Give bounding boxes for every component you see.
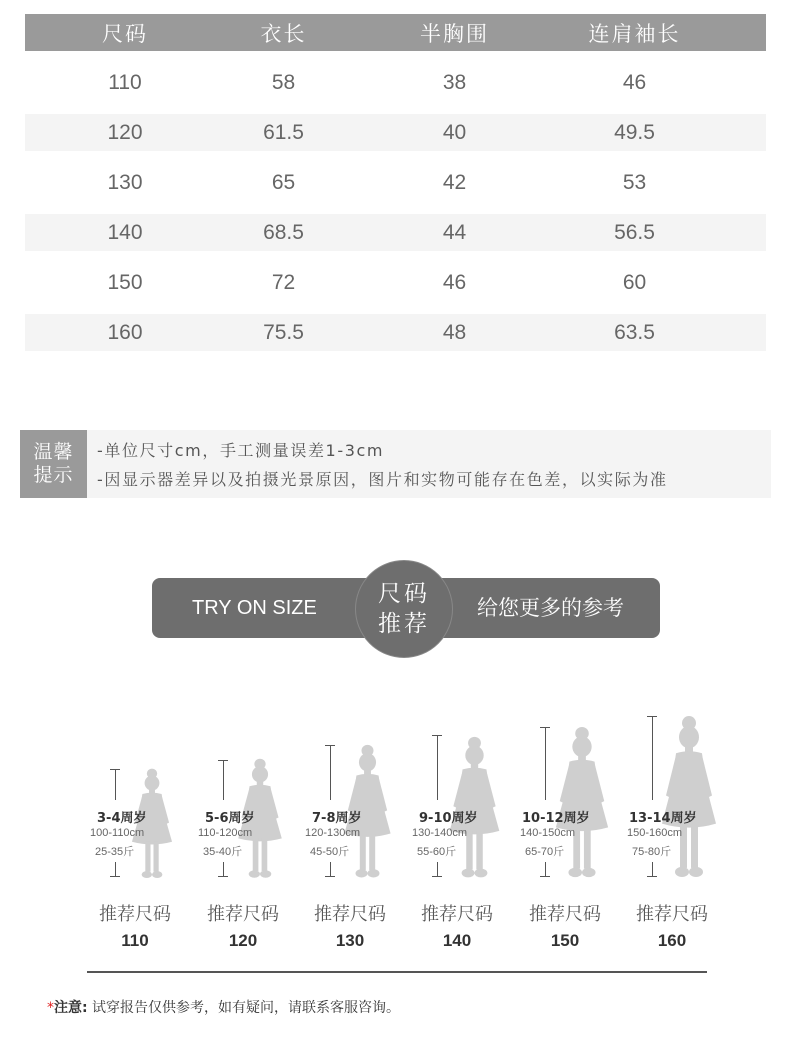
table-cell: 72 xyxy=(271,270,296,294)
recommendation-column xyxy=(295,700,405,975)
age-range-label: 9-10周岁 xyxy=(419,811,478,826)
header-half-chest: 半胸围 xyxy=(420,22,489,46)
height-gauge-line xyxy=(223,760,224,800)
table-cell: 150 xyxy=(107,270,143,294)
height-range-label: 130-140cm xyxy=(412,827,468,839)
table-cell: 60 xyxy=(622,270,647,294)
baseline-divider xyxy=(87,971,707,973)
recommended-size-value: 120 xyxy=(228,931,258,950)
recommendation-column xyxy=(510,700,620,975)
height-gauge-line xyxy=(545,862,546,876)
tips-badge-line1: 温馨 xyxy=(33,441,74,463)
table-cell: 120 xyxy=(107,120,143,144)
table-row xyxy=(25,114,766,151)
table-row xyxy=(25,214,766,251)
weight-range-label: 25-35斤 xyxy=(95,846,135,858)
table-cell: 49.5 xyxy=(614,120,655,144)
table-row xyxy=(25,314,766,351)
age-range-label: 5-6周岁 xyxy=(205,811,255,826)
height-gauge-bottom xyxy=(432,876,442,877)
table-cell: 38 xyxy=(442,70,467,94)
note-star: * xyxy=(47,1000,54,1016)
age-range-label: 3-4周岁 xyxy=(97,811,147,826)
height-gauge-line xyxy=(437,862,438,876)
height-range-label: 100-110cm xyxy=(90,827,145,839)
recommendation-column xyxy=(617,700,727,975)
height-gauge-bottom xyxy=(540,876,550,877)
tip-line-1: -单位尺寸cm，手工测量误差1-3cm xyxy=(97,441,385,460)
tips-badge xyxy=(20,430,87,498)
weight-range-label: 55-60斤 xyxy=(417,846,457,858)
note-text: 试穿报告仅供参考，如有疑问，请联系客服咨询。 xyxy=(87,1000,401,1016)
weight-range-label: 35-40斤 xyxy=(203,846,243,858)
recommended-size-label: 推荐尺码 xyxy=(99,904,171,925)
table-cell: 160 xyxy=(107,320,143,344)
table-cell: 48 xyxy=(442,320,467,344)
recommended-size-label: 推荐尺码 xyxy=(529,904,601,925)
table-cell: 140 xyxy=(107,220,143,244)
height-gauge-line xyxy=(223,862,224,876)
banner-left-text: TRY ON SIZE xyxy=(192,597,317,619)
table-cell: 61.5 xyxy=(263,120,304,144)
tip-line-2: -因显示器差异以及拍摄光景原因，图片和实物可能存在色差，以实际为准 xyxy=(97,470,668,489)
height-gauge-line xyxy=(652,862,653,876)
table-cell: 53 xyxy=(622,170,647,194)
recommended-size-value: 130 xyxy=(335,931,365,950)
header-length: 衣长 xyxy=(260,22,307,46)
age-range-label: 7-8周岁 xyxy=(312,811,362,826)
table-cell: 58 xyxy=(271,70,296,94)
recommended-size-label: 推荐尺码 xyxy=(421,904,493,925)
height-range-label: 120-130cm xyxy=(305,827,361,839)
recommended-size-value: 160 xyxy=(657,931,687,950)
table-cell: 68.5 xyxy=(263,220,304,244)
height-gauge-line xyxy=(330,862,331,876)
height-gauge-bottom xyxy=(218,876,228,877)
recommended-size-label: 推荐尺码 xyxy=(207,904,279,925)
footer-note xyxy=(47,997,400,1017)
banner-circle-line2: 推荐 xyxy=(378,611,430,637)
size-table-header xyxy=(25,14,766,51)
table-cell: 130 xyxy=(107,170,143,194)
height-gauge-bottom xyxy=(647,876,657,877)
height-range-label: 140-150cm xyxy=(520,827,576,839)
height-gauge-bottom xyxy=(325,876,335,877)
banner-circle xyxy=(355,560,453,658)
table-row xyxy=(25,164,766,201)
table-cell: 44 xyxy=(442,220,467,244)
size-recommendations xyxy=(80,700,730,980)
table-cell: 40 xyxy=(442,120,467,144)
height-gauge-line xyxy=(330,745,331,800)
recommendation-column xyxy=(402,700,512,975)
tips-lines xyxy=(87,430,668,498)
table-cell: 110 xyxy=(108,70,142,94)
table-cell: 42 xyxy=(442,170,467,194)
recommendation-column xyxy=(80,700,190,975)
banner-circle-line1: 尺码 xyxy=(378,581,430,607)
recommended-size-label: 推荐尺码 xyxy=(636,904,708,925)
note-label: 注意: xyxy=(54,1000,88,1016)
tips-badge-line2: 提示 xyxy=(33,464,74,486)
size-table xyxy=(25,14,766,351)
header-size: 尺码 xyxy=(102,22,148,46)
height-range-label: 150-160cm xyxy=(627,827,683,839)
banner-right-text: 给您更多的参考 xyxy=(477,596,624,620)
recommended-size-value: 110 xyxy=(121,931,149,950)
table-row xyxy=(25,64,766,101)
weight-range-label: 65-70斤 xyxy=(525,846,565,858)
table-cell: 56.5 xyxy=(614,220,655,244)
header-sleeve: 连肩袖长 xyxy=(588,22,681,46)
height-gauge-line xyxy=(437,735,438,800)
table-cell: 63.5 xyxy=(614,320,655,344)
height-gauge-line xyxy=(115,862,116,876)
table-cell: 75.5 xyxy=(263,320,304,344)
recommended-size-value: 140 xyxy=(442,931,472,950)
table-cell: 46 xyxy=(442,270,467,294)
table-cell: 46 xyxy=(622,70,647,94)
recommendation-column xyxy=(188,700,298,975)
height-gauge-line xyxy=(545,727,546,800)
tips-box xyxy=(20,430,771,498)
height-gauge-line xyxy=(115,769,116,800)
recommended-size-value: 150 xyxy=(550,931,580,950)
table-row xyxy=(25,264,766,301)
height-range-label: 110-120cm xyxy=(198,827,253,839)
weight-range-label: 45-50斤 xyxy=(310,846,350,858)
age-range-label: 13-14周岁 xyxy=(629,811,697,826)
table-cell: 65 xyxy=(271,170,296,194)
height-gauge-bottom xyxy=(110,876,120,877)
weight-range-label: 75-80斤 xyxy=(632,846,672,858)
recommended-size-label: 推荐尺码 xyxy=(314,904,386,925)
height-gauge-line xyxy=(652,716,653,800)
age-range-label: 10-12周岁 xyxy=(522,811,590,826)
